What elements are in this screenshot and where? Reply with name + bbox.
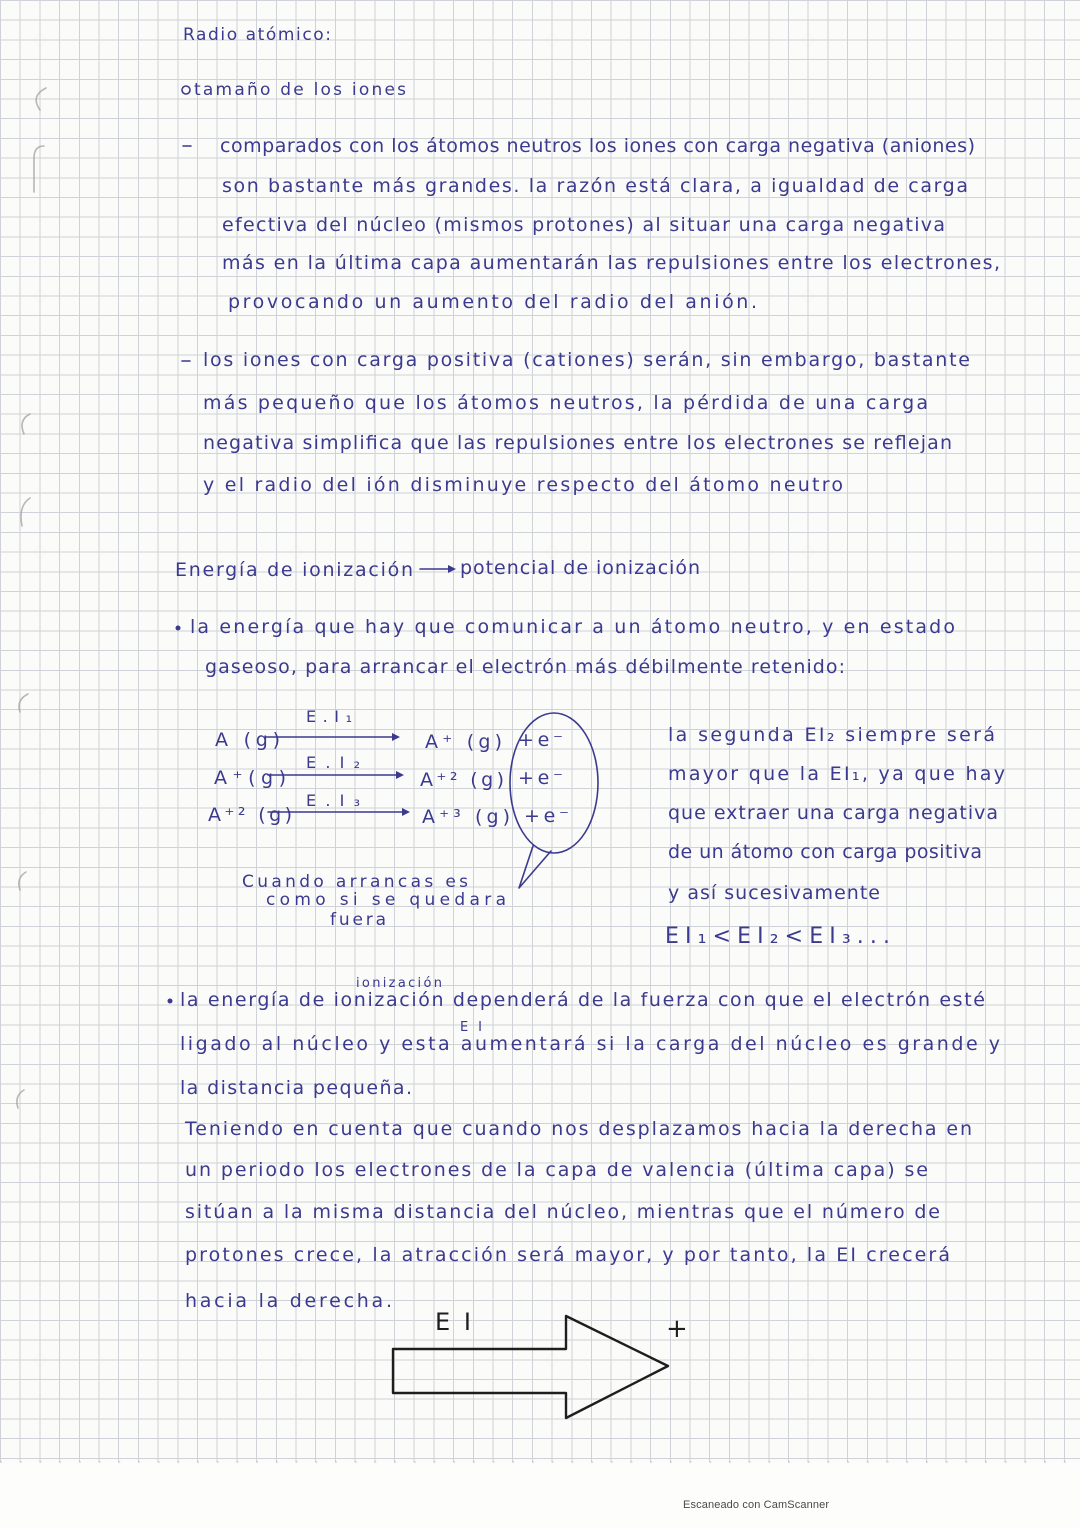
- side-note: [665, 724, 1005, 949]
- equation-product: A⁺² (g): [420, 769, 504, 791]
- bullet-dot-marker: [176, 626, 181, 631]
- equation-arrow-label: E.I₂: [306, 753, 360, 772]
- equation-product: A⁺³ (g): [422, 806, 510, 828]
- definition-line: la energía que hay que comunicar a un átomo neutro, y en estado: [190, 616, 955, 638]
- equation-reactant: A⁺² (g): [208, 804, 292, 826]
- equation-arrow-head: [402, 808, 410, 816]
- heading-arrow: [420, 565, 456, 573]
- anion-paragraph: [220, 135, 1000, 313]
- equation-arrow-label: E.I₃: [306, 791, 360, 810]
- binder-hole-mark: [34, 146, 44, 192]
- definition-line: gaseoso, para arrancar el electrón más débilmente retenido:: [205, 656, 846, 678]
- scanner-watermark: Escaneado con CamScanner: [683, 1499, 829, 1511]
- bullet-circle-marker: [182, 86, 190, 94]
- heading-arrow-head: [448, 565, 456, 573]
- side-note-line: mayor que la EI₁, ya que hay: [668, 763, 1005, 785]
- cation-paragraph-line: los iones con carga positiva (cationes) serán, sin embargo, bastante: [203, 349, 970, 371]
- ionization-equations: [208, 707, 569, 828]
- section-title-ionization: Energía de ionización: [175, 559, 413, 581]
- trend-arrow-label: EI: [435, 1308, 471, 1336]
- annotation-ionization: ionización: [356, 976, 442, 991]
- cation-paragraph: [203, 349, 970, 496]
- side-note-line: y así sucesivamente: [668, 882, 880, 904]
- periodic-trend-paragraph: [184, 1118, 972, 1312]
- bubble-note-line: Cuando arrancas es: [242, 872, 468, 892]
- dependence-line: la distancia pequeña.: [180, 1077, 412, 1099]
- equation-reactant: A (g): [215, 729, 280, 751]
- dependence-line: ligado al núcleo y esta aumentará si la carga del núcleo es grande y: [180, 1033, 1001, 1055]
- ionization-definition: [190, 616, 955, 678]
- trend-line: hacia la derecha.: [185, 1290, 392, 1312]
- cation-paragraph-line: negativa simplifica que las repulsiones entre los electrones se reflejan: [203, 432, 952, 454]
- equation-product: A⁺ (g): [425, 731, 502, 753]
- equation-electron: +e⁻: [524, 805, 569, 827]
- trend-line: protones crece, la atracción será mayor, y por tanto, la EI crecerá: [185, 1244, 950, 1266]
- trend-line: sitúan a la misma distancia del núcleo, mientras que el número de: [185, 1201, 940, 1223]
- binder-hole-mark: [17, 1090, 24, 1108]
- trend-line: un periodo los electrones de la capa de valencia (última capa) se: [185, 1159, 928, 1181]
- equation-electron: +e⁻: [518, 729, 563, 751]
- dependence-line: la energía de ionización dependerá de la fuerza con que el electrón esté: [180, 989, 985, 1011]
- ionization-synonym: potencial de ionización: [460, 557, 700, 579]
- bubble-note-line: fuera: [330, 910, 386, 930]
- side-note-line: la segunda EI₂ siempre será: [668, 724, 995, 746]
- anion-paragraph-line: comparados con los átomos neutros los iones con carga negativa (aniones): [220, 135, 976, 157]
- equation-arrow-label: E.I₁: [306, 707, 352, 726]
- binder-hole-mark: [36, 88, 46, 110]
- page-heading: Radio atómico:: [183, 25, 331, 45]
- anion-paragraph-line: efectiva del núcleo (mismos protones) al situar una carga negativa: [222, 214, 945, 236]
- binder-hole-mark: [22, 414, 30, 434]
- binder-hole-marks: [17, 88, 46, 1108]
- bullet-dot-marker: [168, 999, 173, 1004]
- trend-line: Teniendo en cuenta que cuando nos desplazamos hacia la derecha en: [185, 1118, 972, 1140]
- equation-electron: +e⁻: [518, 767, 563, 789]
- side-note-line: que extraer una carga negativa: [668, 802, 998, 824]
- section-title-ion-size: tamaño de los iones: [194, 80, 406, 100]
- bubble-note: [242, 872, 506, 930]
- equation-arrow-head: [396, 771, 404, 779]
- cation-paragraph-line: más pequeño que los átomos neutros, la pérdida de una carga: [203, 392, 928, 414]
- anion-paragraph-line: provocando un aumento del radio del anión.: [228, 291, 757, 313]
- cation-paragraph-line: y el radio del ión disminuye respecto del átomo neutro: [203, 474, 844, 496]
- equation-reactant: A⁺(g): [214, 767, 286, 789]
- bubble-note-line: como si se quedara: [266, 890, 506, 910]
- anion-paragraph-line: son bastante más grandes. la razón está clara, a igualdad de carga: [222, 175, 968, 197]
- annotation-ei: EI: [460, 1020, 482, 1035]
- binder-hole-mark: [19, 872, 26, 890]
- binder-hole-mark: [19, 694, 28, 712]
- ionization-order: EI₁<EI₂<EI₃...: [665, 924, 890, 949]
- equation-row: [215, 707, 563, 753]
- equation-row: [208, 791, 569, 828]
- equation-arrow-head: [392, 733, 400, 741]
- binder-hole-mark: [21, 498, 30, 526]
- trend-arrow-sign: +: [666, 1314, 688, 1344]
- anion-paragraph-line: más en la última capa aumentarán las repulsiones entre los electrones,: [222, 252, 1000, 274]
- side-note-line: de un átomo con carga positiva: [668, 841, 982, 863]
- dependence-paragraph: [180, 989, 1000, 1099]
